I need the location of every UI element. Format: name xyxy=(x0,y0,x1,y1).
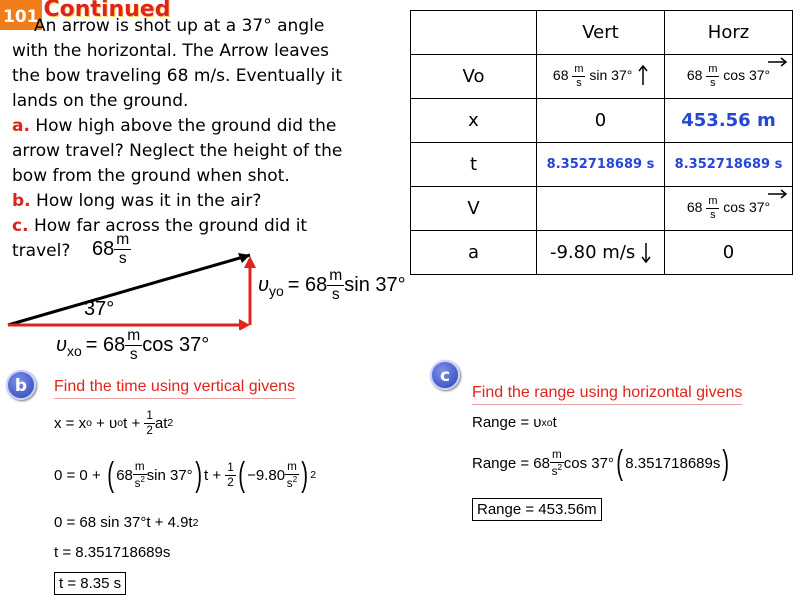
trig-term: cos 37° xyxy=(723,199,771,216)
question-c-label: c. xyxy=(12,216,29,236)
horz-a-cell: 0 xyxy=(665,231,793,275)
range-answer-box: Range = 453.56m xyxy=(472,498,602,521)
accel-value: -9.80 m/s xyxy=(549,241,636,263)
vert-vo-cell xyxy=(537,55,665,99)
substituted-equation: 0 = 0 + ( 68 $\frac{m}{s^2}$ sin 37° ) t + $\frac{1}{2}$ ( −9.80 $\frac{m}{s^2}$ ) 2 xyxy=(54,456,317,494)
trig-term: sin 37° xyxy=(589,67,633,84)
table-header-cell: Horz xyxy=(665,11,793,55)
table-header-cell: Vert xyxy=(537,11,665,55)
row-label: t xyxy=(411,143,537,187)
simplified-equation: 0 = 68 sin 37°t + 4.9t 2 xyxy=(54,514,199,531)
part-c-badge: c xyxy=(430,360,460,390)
table-row xyxy=(411,55,793,99)
unit-fraction: $\frac{m}{s}$ xyxy=(574,63,584,89)
table-row xyxy=(411,187,793,231)
table-row xyxy=(411,143,793,187)
problem-line: with the horizontal. The Arrow leaves xyxy=(12,41,330,61)
range-equation: Range = υ xo t xyxy=(472,414,557,431)
table-row xyxy=(411,99,793,143)
vert-t-cell: 8.352718689 s xyxy=(537,143,665,187)
row-label: Vo xyxy=(411,55,537,99)
problem-line: lands on the ground. xyxy=(12,91,189,111)
trig-term: cos 37° xyxy=(723,67,771,84)
question-b-label: b. xyxy=(12,191,31,211)
vy-equation: υ $_{yo}$ = 68 $\frac{m}{s}$ sin 37° xyxy=(258,267,406,303)
coef: 68 xyxy=(686,199,703,216)
part-b-heading: Find the time using vertical givens xyxy=(54,378,295,399)
coef: 68 xyxy=(686,67,703,84)
problem-statement xyxy=(12,14,392,267)
unit-fraction: $\frac{m}{s}$ xyxy=(708,63,718,89)
problem-line: the bow traveling 68 m/s. Eventually it xyxy=(12,66,342,86)
row-label: V xyxy=(411,187,537,231)
table-header-row xyxy=(411,11,793,55)
vert-a-cell xyxy=(537,231,665,275)
part-c-heading: Find the range using horizontal givens xyxy=(472,384,742,405)
question-a-label: a. xyxy=(12,116,30,136)
up-arrow-icon xyxy=(638,64,648,86)
unit-fraction: $\frac{m}{s}$ xyxy=(127,327,141,363)
problem-line: travel? xyxy=(12,241,71,261)
problem-line: arrow travel? Neglect the height of the xyxy=(12,141,343,161)
hypotenuse-label xyxy=(92,232,131,266)
down-arrow-icon xyxy=(641,242,651,264)
question-a xyxy=(12,114,392,139)
question-c-text: How far across the ground did it xyxy=(33,216,308,236)
question-b xyxy=(12,189,392,214)
problem-line: bow from the ground when shot. xyxy=(12,166,290,186)
givens-table xyxy=(410,10,793,275)
table-row xyxy=(411,231,793,275)
row-label: x xyxy=(411,99,537,143)
right-arrow-icon xyxy=(768,189,788,199)
angle-label: 37° xyxy=(84,298,115,320)
row-label: a xyxy=(411,231,537,275)
question-b-text: How long was it in the air? xyxy=(36,191,262,211)
horz-t-cell: 8.352718689 s xyxy=(665,143,793,187)
vert-x-cell: 0 xyxy=(537,99,665,143)
question-a-text: How high above the ground did the xyxy=(35,116,337,136)
coef: 68 xyxy=(552,67,569,84)
vert-v-cell xyxy=(537,187,665,231)
horz-x-cell: 453.56 m xyxy=(665,99,793,143)
unit-fraction: $\frac{m}{s}$ xyxy=(329,267,343,303)
horz-vo-cell xyxy=(665,55,793,99)
right-arrow-icon xyxy=(768,57,788,67)
horizontal-arrowhead xyxy=(239,319,250,330)
table-header-cell xyxy=(411,11,537,55)
unit-fraction: $\frac{m}{s}$ xyxy=(116,231,130,267)
range-substituted: Range = 68 $\frac{m}{s^2}$ cos 37° ( 8.351718689s ) xyxy=(472,444,730,482)
time-result: t = 8.351718689s xyxy=(54,544,171,561)
part-b-badge: b xyxy=(6,370,36,400)
vx-equation: υ $_{xo}$ = 68 $\frac{m}{s}$ cos 37° xyxy=(56,327,210,363)
continued-label: Continued xyxy=(43,0,171,22)
problem-line: An arrow is shot up at a 37° angle xyxy=(34,16,325,36)
slide-number: 101 xyxy=(0,0,42,30)
time-answer-box: t = 8.35 s xyxy=(54,572,126,595)
kinematic-equation: x = x o + υ o t + $\frac{1}{2}$ at 2 xyxy=(54,409,174,437)
hyp-coef: 68 xyxy=(92,237,115,260)
unit-fraction: $\frac{m}{s}$ xyxy=(708,195,718,221)
horz-v-cell xyxy=(665,187,793,231)
